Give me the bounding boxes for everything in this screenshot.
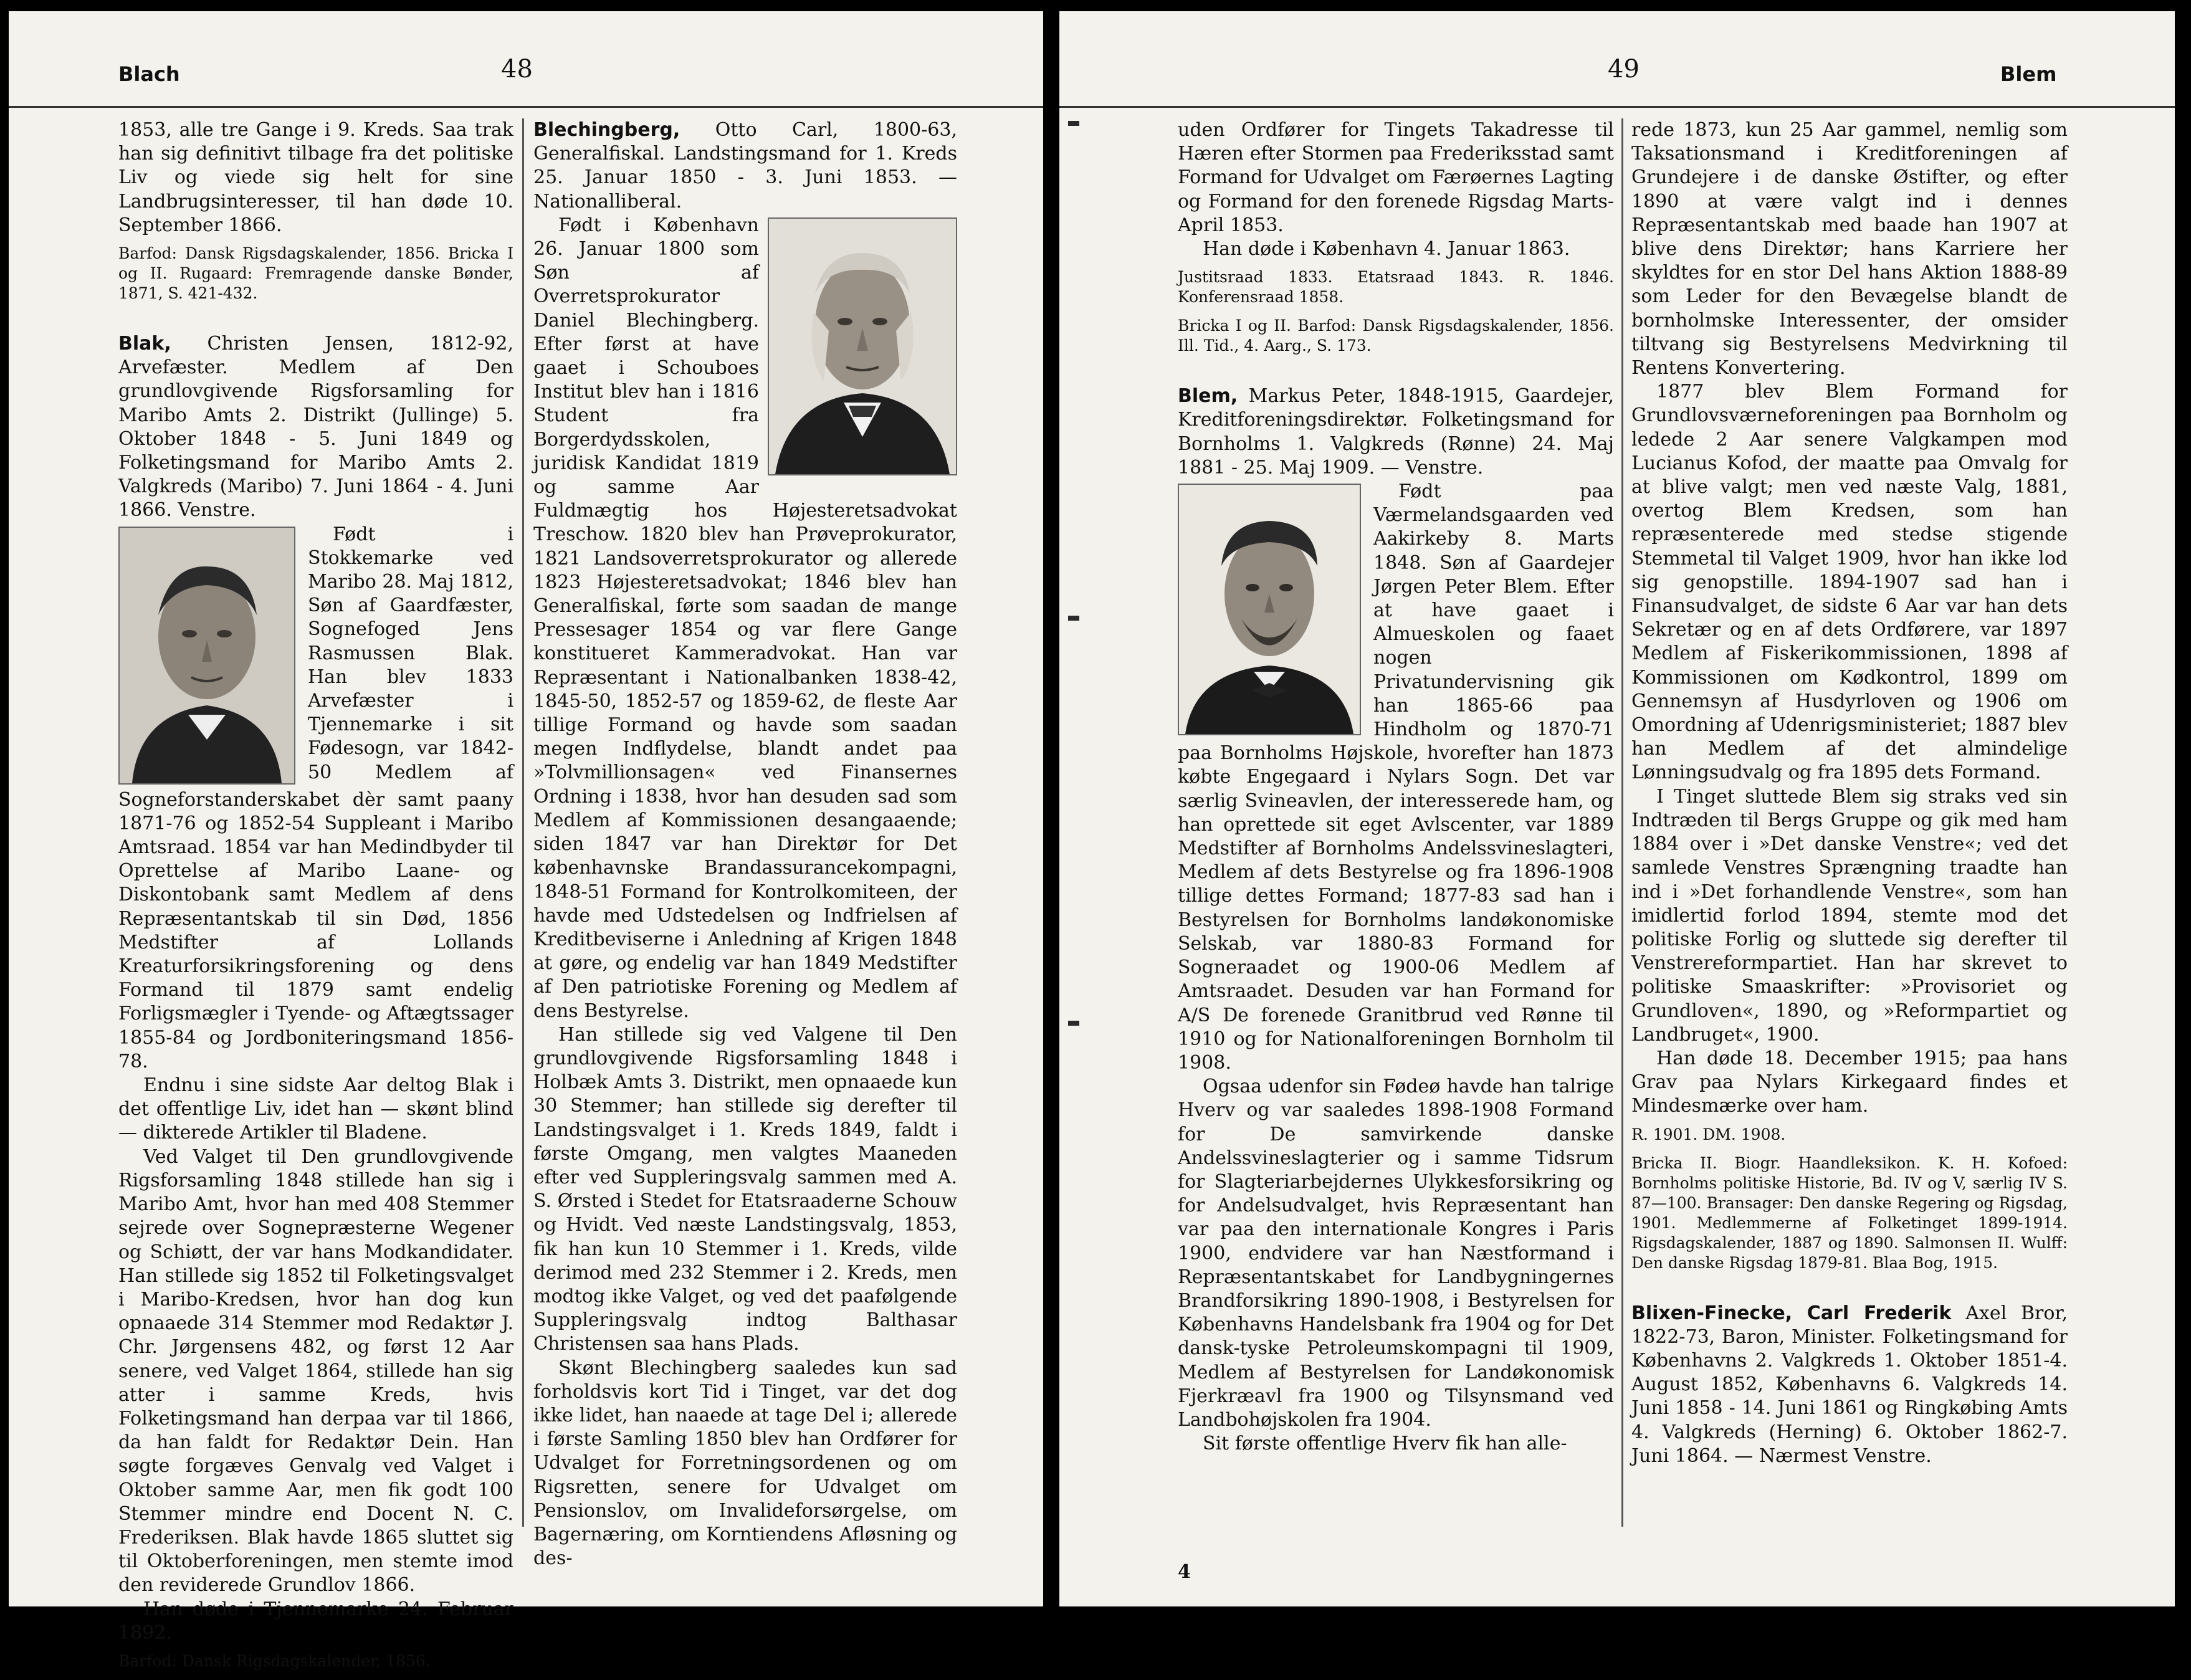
source-note: Barfod: Dansk Rigsdagskalender, 1856. [118, 1651, 431, 1670]
source-note: Barfod: Dansk Rigsdagskalender, 1856. Bricka I og II. Rugaard: Fremragende danske Bønder, 1871, S. 421-432. [118, 244, 513, 303]
source-note: Justitsraad 1833. Etatsraad 1843. R. 1846. Konferensraad 1858. [1178, 268, 1614, 307]
binding-mark [1068, 616, 1079, 621]
signature-mark: 4 [1178, 1561, 1191, 1583]
source-note: Bricka I og II. Barfod: Dansk Rigsdagskalender, 1856. Ill. Tid., 4. Aarg., S. 173. [1178, 317, 1614, 355]
portrait-photo [1178, 484, 1361, 735]
entry-intro: Otto Carl, 1800-63, Generalfiskal. Landstingsmand for 1. Kreds 25. Januar 1850 - 3. Juni 1853. — Nationalliberal. [533, 119, 957, 212]
paragraph: Født i Stokkemarke ved Maribo 28. Maj 1812, Søn af Gaardfæster, Sognefoged Jens Rasmussen Blak. Han blev 1833 Arvefæster i Tjennemarke i sit Fødesogn, var 1842-50 Medlem af Sogneforstanderskabet dèr samt paany 1871-76 og 1852-54 Suppleant i Maribo Amtsraad. 1854 var han Medindbyder til Oprettelse af Maribo Laane- og Diskontobank samt Medlem af dens Repræsentantskab til sin Død, 1856 Medstifter af Lollands Kreaturforsikringsforening og dens Formand til 1879 samt endelig Forligsmægler i Tyende- og Aftægtssager 1855-84 og Jordboniteringsmand 1856-78. [118, 523, 513, 1072]
entry-intro: Axel Bror, 1822-73, Baron, Minister. Folketingsmand for Københavns 2. Valgkreds 1. Oktober 1851-4. August 1852, Københavns 6. Valgkreds 14. Juni 1858 - 14. Juni 1861 og Ringkøbing Amts 4. Valgkreds (Herning) 6. Oktober 1862-7. Juni 1864. — Nærmest Venstre. [1631, 1302, 2068, 1467]
entry-heading [1178, 384, 1614, 480]
column-1 [118, 118, 513, 1680]
entry-name: Blechingberg, [533, 119, 680, 141]
source-note: Bricka II. Biogr. Haandleksikon. K. H. Kofoed: Bornholms politiske Historie, Bd. IV og V, særlig IV S. 87—100. Bransager: Den danske Regering og Rigsdag, 1901. Medlemmerne af Folketinget 1899-1914. Rigsdagskalender, 1887 og 1890. Salmonsen II. Wulff: Den danske Rigsdag 1879-81. Blaa Bog, 1915. [1631, 1153, 2068, 1272]
entry-heading [1631, 1302, 2068, 1468]
paragraph: Han døde i Tjennemarke 24. Februar 1892. [118, 1598, 513, 1644]
binding-mark [1068, 121, 1079, 126]
page-number: 48 [501, 55, 533, 84]
paragraph: Født i København 26. Januar 1800 som Søn af Overretsprokurator Daniel Blechingberg. Efter først at have gaaet i Schouboes Institut blev han i 1816 Student fra Borgerdydsskolen, juridisk Kandidat 1819 og samme Aar Fuldmægtig hos Højesteretsadvokat Treschow. 1820 blev han Prøveprokurator, 1821 Landsoverretsprokurator og allerede 1823 Højesteretsadvokat; 1846 blev han Generalfiskal, førte som saadan de mange Pressesager 1854 og var flere Gange konstitueret Kammeradvokat. Han var Repræsentant i Nationalbanken 1838-42, 1845-50, 1852-57 og 1859-62, de fleste Aar tillige Formand og havde som saadan megen Indflydelse, blandt andet paa »Tolvmillionsagen« ved Finansernes Ordning i 1838, hvor han desuden sad som Medlem af Kommissionen desangaaende; siden 1847 var han Direktør for Det københavnske Brandassurancekompagni, 1848-51 Formand for Kontrolkomiteen, der havde med Udstedelsen og Indfrielsen af Kreditbeviserne i Anledning af Krigen 1848 at gøre, og endelig var han 1849 Medstifter af Den patriotiske Forening og Medlem af dens Bestyrelse. [533, 214, 957, 1022]
header-word: Blach [118, 62, 180, 86]
portrait-photo [768, 217, 957, 475]
paragraph: rede 1873, kun 25 Aar gammel, nemlig som Taksationsmand i Kreditforeningen af Grundejere i de danske Østifter, og efter 1890 at være valgt ind i dennes Repræsentantskab med baade han 1907 at blive dens Direktør; hans Karriere her skyldtes for en stor Del hans Aktion 1888-89 som Leder for den Bevægelse blandt de bornholmske Interessenter, der omsider tiltvang sig Bestyrelsens Medvirkning til Rentens Konvertering. [1631, 119, 2068, 379]
paragraph: I Tinget sluttede Blem sig straks ved sin Indtræden til Bergs Gruppe og gik med ham 1884 over i »Det danske Venstre«; ved det samlede Venstres Sprængning traadte han ind i »Det forhandlende Venstre«, som han imidlertid forlod 1894, stemte mod det politiske Forlig og sluttede sig derefter til Venstrereformpartiet. Han har skrevet to politiske Smaaskrifter: »Provisoriet og Grundloven«, 1890, og »Reformpartiet og Landbruget«, 1900. [1631, 785, 2068, 1046]
portrait-photo [118, 527, 295, 785]
header-word: Blem [2000, 62, 2057, 86]
paragraph: Skønt Blechingberg saaledes kun sad forholdsvis kort Tid i Tinget, var det dog ikke lidet, han naaede at tage Del i; allerede i første Samling 1850 blev han Ordfører for Udvalget for Forretningsordenen og om Rigsretten, senere for Udvalget om Pensionslov, om Invalideforsørgelse, om Bagernæring, om Korntiendens Afløsning og des- [533, 1357, 957, 1570]
page-number: 49 [1608, 55, 1640, 84]
source-note: R. 1901. DM. 1908. [1631, 1125, 1786, 1143]
binding-mark [1068, 1021, 1079, 1026]
entry-name: Blak, [118, 333, 171, 355]
entry-intro: Markus Peter, 1848-1915, Gaardejer, Kreditforeningsdirektør. Folketingsmand for Bornholms 1. Valgkreds (Rønne) 24. Maj 1881 - 25. Maj 1909. — Venstre. [1178, 385, 1614, 479]
entry-name: Blem, [1178, 385, 1238, 408]
paragraph: Han døde i København 4. Januar 1863. [1203, 238, 1570, 260]
paragraph: Ved Valget til Den grundlovgivende Rigsforsamling 1848 stillede han sig i Maribo Amt, hvor han med 408 Stemmer sejrede over Sognepræsterne Wegener og Schiøtt, der var hans Modkandidater. Han stillede sig 1852 til Folketingsvalget i Maribo-Kredsen, hvor han dog kun opnaaede 314 Stemmer mod Redaktør J. Chr. Jørgensens 482, og først 12 Aar senere, ved Valget 1864, stillede han sig atter i samme Kreds, hvis Folketingsmand han derpaa var til 1866, da han faldt for Redaktør Dein. Han søgte forgæves Genvalg ved Valget i Oktober samme Aar, men fik godt 100 Stemmer mindre end Docent N. C. Frederiksen. Blak havde 1865 sluttet sig til Oktoberforeningen, men stemte imod den reviderede Grundlov 1866. [118, 1145, 513, 1596]
paragraph: 1853, alle tre Gange i 9. Kreds. Saa trak han sig definitivt tilbage fra det politiske Liv og viede sig helt for sine Landbrugsinteresser, til han døde 10. September 1866. [118, 119, 513, 236]
running-head [1059, 50, 2175, 108]
entry-heading [118, 332, 513, 523]
paragraph: 1877 blev Blem Formand for Grundlovsværneforeningen paa Bornholm og ledede 2 Aar senere Valgkampen mod Lucianus Kofod, der maatte paa Omvalg for at blive valgt; men ved næste Valg, 1881, overtog Blem Kredsen, som han repræsenterede med stedse stigende Stemmetal til Valget 1909, hvor han ikke lod sig genopstille. 1894-1907 sad han i Finansudvalget, de sidste 6 Aar var han dets Sekretær og en af dets Ordførere, var 1897 Medlem af Fiskerikommissionen, 1898 af Kommissionen om Kødkontrol, 1899 om Gennemsyn af Husdyrloven og 1906 om Omordning af Udenrigsministeriet; 1887 blev han Medlem af det almindelige Lønningsudvalg og fra 1895 dets Formand. [1631, 381, 2068, 784]
entry-name: Blixen-Finecke, Carl Frederik [1631, 1302, 1952, 1324]
column-2 [1631, 118, 2068, 1468]
paragraph: Sit første offentlige Hverv fik han alle- [1203, 1433, 1567, 1455]
right-page [1059, 11, 2175, 1606]
paragraph: Han døde 18. December 1915; paa hans Grav paa Nylars Kirkegaard findes et Mindesmærke over ham. [1631, 1047, 2068, 1117]
column-rule [522, 118, 524, 1527]
paragraph: Ogsaa udenfor sin Fødeø havde han talrige Hverv og var saaledes 1898-1908 Formand for De samvirkende danske Andelssvineslagterier og i samme Tidsrum for Slagteriarbejdernes Ulykkesforsikring og for Andelsudvalget, hvis Repræsentant han var paa den internationale Kongres i Paris 1900, endvidere var han Næstformand i Repræsentantskabet for Landbygningernes Brandforsikring 1890-1908, i Bestyrelsen for Københavns Handelsbank fra 1904 og for Det dansk-tyske Petroleumskompagni til 1909, Medlem af Bestyrelsen for Landøkonomisk Fjerkræavl fra 1900 og Tilsynsmand ved Landbohøjskolen fra 1904. [1178, 1076, 1614, 1431]
column-2 [533, 118, 957, 1570]
left-page [9, 11, 1043, 1670]
column-rule [1621, 118, 1623, 1527]
paragraph: uden Ordfører for Tingets Takadresse til Hæren efter Stormen paa Frederiksstad samt Formand for Udvalget om Færøernes Lagting og Formand for den forenede Rigsdag Marts-April 1853. [1178, 119, 1614, 236]
paragraph: Endnu i sine sidste Aar deltog Blak i det offentlige Liv, idet han — skønt blind — dikterede Artikler til Bladene. [118, 1074, 513, 1144]
column-1 [1178, 118, 1614, 1456]
running-head [9, 50, 1043, 108]
entry-heading [533, 118, 957, 214]
paragraph: Født paa Værmelandsgaarden ved Aakirkeby 8. Marts 1848. Søn af Gaardejer Jørgen Peter Blem. Efter at have gaaet i Almueskolen og faaet nogen Privatundervisning gik han 1865-66 paa Hindholm og 1870-71 paa Bornholms Højskole, hvorefter han 1873 købte Engegaard i Nylars Sogn. Det var særlig Svineavlen, der interesserede ham, og han oprettede sit eget Avlscenter, var 1889 Medstifter af Bornholms Andelssvineslagteri, Medlem af dets Bestyrelse og fra 1896-1908 tillige dettes Formand; 1877-83 sad han i Bestyrelsen for Bornholms landøkonomiske Selskab, var 1880-83 Formand for Sogneraadet og 1900-06 Medlem af Amtsraadet. Desuden var han Formand for A/S De forenede Granitbrud ved Rønne til 1910 og for Nationalforeningen Bornholm til 1908. [1178, 480, 1614, 1074]
paragraph: Han stillede sig ved Valgene til Den grundlovgivende Rigsforsamling 1848 i Holbæk Amts 3. Distrikt, men opnaaede kun 30 Stemmer; han stillede sig derefter til Landstingsvalget i 1. Kreds 1849, faldt i første Omgang, men valgtes Maaneden efter ved Suppleringsvalg sammen med A. S. Ørsted i Stedet for Etatsraaderne Schouw og Hvidt. Ved næste Landstingsvalg, 1853, fik han kun 10 Stemmer i 1. Kreds, vilde derimod med 232 Stemmer i 2. Kreds, men modtog ikke Valget, og ved det paafølgende Suppleringsvalg indtog Balthasar Christensen saa hans Plads. [533, 1023, 957, 1355]
entry-intro: Christen Jensen, 1812-92, Arvefæster. Medlem af Den grundlovgivende Rigsforsamling for Maribo Amts 2. Distrikt (Jullinge) 5. Oktober 1848 - 5. Juni 1849 og Folketingsmand for Maribo Amts 2. Valgkreds (Maribo) 7. Juni 1864 - 4. Juni 1866. Venstre. [118, 333, 513, 522]
